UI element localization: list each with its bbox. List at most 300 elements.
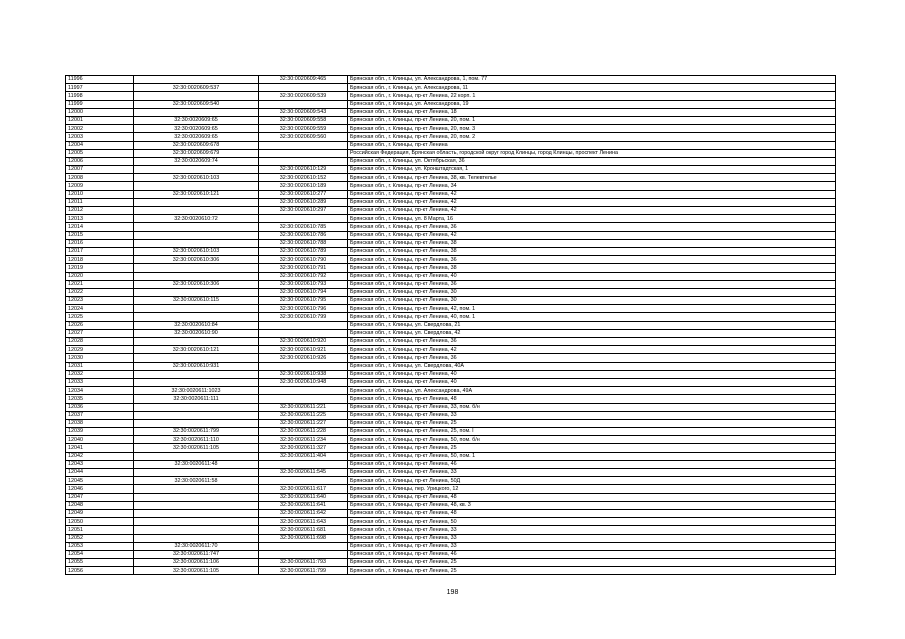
parcel-cadastral-number-cell — [134, 485, 259, 493]
row-number-cell: 12001 — [66, 116, 134, 124]
address-cell: Брянская обл., г. Клинцы, пр-кт Ленина, 25 — [348, 567, 836, 575]
table-row — [66, 501, 836, 509]
row-number-cell: 12032 — [66, 370, 134, 378]
building-cadastral-number-cell — [259, 477, 348, 485]
table-row — [66, 223, 836, 231]
parcel-cadastral-number-cell: 32:30:0020611:747 — [134, 550, 259, 558]
parcel-cadastral-number-cell — [134, 264, 259, 272]
row-number-cell: 12020 — [66, 272, 134, 280]
table-row — [66, 395, 836, 403]
table-row — [66, 509, 836, 517]
table-row — [66, 84, 836, 92]
address-cell: Брянская обл., г. Клинцы, пр-кт Ленина, 40, пом. 1 — [348, 313, 836, 321]
parcel-cadastral-number-cell — [134, 166, 259, 174]
table-row — [66, 452, 836, 460]
parcel-cadastral-number-cell — [134, 534, 259, 542]
building-cadastral-number-cell: 32:30:0020611:642 — [259, 509, 348, 517]
table-row — [66, 460, 836, 468]
parcel-cadastral-number-cell: 32:30:0020609:679 — [134, 149, 259, 157]
building-cadastral-number-cell: 32:30:0020610:129 — [259, 166, 348, 174]
parcel-cadastral-number-cell: 32:30:0020609:65 — [134, 133, 259, 141]
address-cell: Брянская обл., г. Клинцы, ул. Александрова, 11 — [348, 84, 836, 92]
address-cell: Брянская обл., г. Клинцы, пр-кт Ленина, 36 — [348, 338, 836, 346]
registry-table-container — [65, 75, 835, 575]
table-row — [66, 469, 836, 477]
building-cadastral-number-cell: 32:30:0020610:799 — [259, 313, 348, 321]
row-number-cell: 11998 — [66, 92, 134, 100]
parcel-cadastral-number-cell — [134, 378, 259, 386]
address-cell: Брянская обл., г. Клинцы, пр-кт Ленина, 20, пом. 3 — [348, 125, 836, 133]
row-number-cell: 12025 — [66, 313, 134, 321]
address-cell: Российская Федерация, Брянская область, городской округ город Клинцы, город Клинцы, проспект Ленина — [348, 149, 836, 157]
row-number-cell: 12022 — [66, 288, 134, 296]
row-number-cell: 12056 — [66, 567, 134, 575]
table-row — [66, 518, 836, 526]
parcel-cadastral-number-cell: 32:30:0020610:121 — [134, 190, 259, 198]
address-cell: Брянская обл., г. Клинцы, пр-кт Ленина, 38 — [348, 247, 836, 255]
table-row — [66, 370, 836, 378]
row-number-cell: 11996 — [66, 76, 134, 84]
table-row — [66, 264, 836, 272]
address-cell: Брянская обл., г. Клинцы, пр-кт Ленина, 36 — [348, 256, 836, 264]
table-row — [66, 76, 836, 84]
building-cadastral-number-cell: 32:30:0020611:227 — [259, 419, 348, 427]
table-row — [66, 411, 836, 419]
table-row — [66, 403, 836, 411]
parcel-cadastral-number-cell — [134, 207, 259, 215]
parcel-cadastral-number-cell: 32:30:0020610:306 — [134, 256, 259, 264]
address-cell: Брянская обл., г. Клинцы, пр-кт Ленина, 40 — [348, 378, 836, 386]
table-row — [66, 272, 836, 280]
table-row — [66, 526, 836, 534]
address-cell: Брянская обл., г. Клинцы, пр-кт Ленина, 50, пом. б/н — [348, 436, 836, 444]
building-cadastral-number-cell: 32:30:0020610:948 — [259, 378, 348, 386]
row-number-cell: 12029 — [66, 346, 134, 354]
address-cell: Брянская обл., г. Клинцы, пр-кт Ленина, 46 — [348, 460, 836, 468]
row-number-cell: 12019 — [66, 264, 134, 272]
address-cell: Брянская обл., г. Клинцы, пр-кт Ленина, 33 — [348, 534, 836, 542]
building-cadastral-number-cell: 32:30:0020611:225 — [259, 411, 348, 419]
building-cadastral-number-cell: 32:30:0020611:793 — [259, 559, 348, 567]
table-row — [66, 305, 836, 313]
parcel-cadastral-number-cell: 32:30:0020610:121 — [134, 346, 259, 354]
building-cadastral-number-cell — [259, 542, 348, 550]
building-cadastral-number-cell: 32:30:0020610:788 — [259, 239, 348, 247]
building-cadastral-number-cell: 32:30:0020611:404 — [259, 452, 348, 460]
building-cadastral-number-cell: 32:30:0020610:791 — [259, 264, 348, 272]
parcel-cadastral-number-cell: 32:30:0020611:58 — [134, 477, 259, 485]
parcel-cadastral-number-cell: 32:30:0020609:65 — [134, 116, 259, 124]
address-cell: Брянская обл., г. Клинцы, пр-кт Ленина, 42 — [348, 207, 836, 215]
building-cadastral-number-cell: 32:30:0020610:785 — [259, 223, 348, 231]
address-cell: Брянская обл., г. Клинцы, пр-кт Ленина, 48, кв. 3 — [348, 501, 836, 509]
table-row — [66, 231, 836, 239]
row-number-cell: 12046 — [66, 485, 134, 493]
row-number-cell: 12041 — [66, 444, 134, 452]
address-cell: Брянская обл., г. Клинцы, пр-кт Ленина, 50Д — [348, 477, 836, 485]
address-cell: Брянская обл., г. Клинцы, пр-кт Ленина, 48 — [348, 509, 836, 517]
table-row — [66, 354, 836, 362]
parcel-cadastral-number-cell: 32:30:0020610:931 — [134, 362, 259, 370]
building-cadastral-number-cell — [259, 362, 348, 370]
table-row — [66, 108, 836, 116]
address-cell: Брянская обл., г. Клинцы, пр-кт Ленина, 38 — [348, 239, 836, 247]
row-number-cell: 12004 — [66, 141, 134, 149]
building-cadastral-number-cell: 32:30:0020610:297 — [259, 207, 348, 215]
registry-table-body — [66, 76, 836, 575]
row-number-cell: 12044 — [66, 469, 134, 477]
address-cell: Брянская обл., г. Клинцы, пр-кт Ленина, 33 — [348, 526, 836, 534]
building-cadastral-number-cell: 32:30:0020610:796 — [259, 305, 348, 313]
table-row — [66, 280, 836, 288]
building-cadastral-number-cell — [259, 84, 348, 92]
parcel-cadastral-number-cell — [134, 272, 259, 280]
building-cadastral-number-cell — [259, 395, 348, 403]
building-cadastral-number-cell: 32:30:0020610:920 — [259, 338, 348, 346]
table-row — [66, 534, 836, 542]
address-cell: Брянская обл., г. Клинцы, пр-кт Ленина, 22 корп. 1 — [348, 92, 836, 100]
address-cell: Брянская обл., г. Клинцы, пр-кт Ленина, 36 — [348, 280, 836, 288]
building-cadastral-number-cell: 32:30:0020609:465 — [259, 76, 348, 84]
row-number-cell: 12014 — [66, 223, 134, 231]
row-number-cell: 12043 — [66, 460, 134, 468]
address-cell: Брянская обл., г. Клинцы, пр-кт Ленина, 46 — [348, 550, 836, 558]
parcel-cadastral-number-cell: 32:30:0020609:65 — [134, 125, 259, 133]
parcel-cadastral-number-cell — [134, 518, 259, 526]
page-number: 198 — [446, 589, 459, 596]
parcel-cadastral-number-cell — [134, 288, 259, 296]
building-cadastral-number-cell — [259, 387, 348, 395]
parcel-cadastral-number-cell: 32:30:0020611:105 — [134, 444, 259, 452]
parcel-cadastral-number-cell — [134, 231, 259, 239]
table-row — [66, 116, 836, 124]
address-cell: Брянская обл., г. Клинцы, пр-кт Ленина, 42 — [348, 198, 836, 206]
address-cell: Брянская обл., г. Клинцы, пр-кт Ленина, 33 — [348, 542, 836, 550]
building-cadastral-number-cell: 32:30:0020610:786 — [259, 231, 348, 239]
address-cell: Брянская обл., г. Клинцы, пр-кт Ленина, 33 — [348, 469, 836, 477]
building-cadastral-number-cell — [259, 321, 348, 329]
row-number-cell: 12011 — [66, 198, 134, 206]
address-cell: Брянская обл., г. Клинцы, пр-кт Ленина — [348, 141, 836, 149]
row-number-cell: 12049 — [66, 509, 134, 517]
address-cell: Брянская обл., г. Клинцы, ул. Свердлова, 40А — [348, 362, 836, 370]
row-number-cell: 12013 — [66, 215, 134, 223]
parcel-cadastral-number-cell — [134, 76, 259, 84]
building-cadastral-number-cell: 32:30:0020609:539 — [259, 92, 348, 100]
table-row — [66, 567, 836, 575]
address-cell: Брянская обл., г. Клинцы, пр-кт Ленина, 36 — [348, 354, 836, 362]
parcel-cadastral-number-cell — [134, 411, 259, 419]
table-row — [66, 419, 836, 427]
row-number-cell: 12045 — [66, 477, 134, 485]
parcel-cadastral-number-cell — [134, 239, 259, 247]
row-number-cell: 12023 — [66, 297, 134, 305]
address-cell: Брянская обл., г. Клинцы, пр-кт Ленина, 40 — [348, 370, 836, 378]
parcel-cadastral-number-cell: 32:30:0020610:72 — [134, 215, 259, 223]
building-cadastral-number-cell: 32:30:0020609:558 — [259, 116, 348, 124]
address-cell: Брянская обл., г. Клинцы, ул. Кронштадтская, 1 — [348, 166, 836, 174]
parcel-cadastral-number-cell: 32:30:0020611:111 — [134, 395, 259, 403]
parcel-cadastral-number-cell: 32:30:0020610:84 — [134, 321, 259, 329]
table-row — [66, 378, 836, 386]
parcel-cadastral-number-cell — [134, 469, 259, 477]
table-row — [66, 100, 836, 108]
address-cell: Брянская обл., г. Клинцы, пр-кт Ленина, 33, пом. б/н — [348, 403, 836, 411]
table-row — [66, 125, 836, 133]
row-number-cell: 12051 — [66, 526, 134, 534]
table-row — [66, 338, 836, 346]
address-cell: Брянская обл., г. Клинцы, пр-кт Ленина, 20, пом. 1 — [348, 116, 836, 124]
row-number-cell: 12009 — [66, 182, 134, 190]
parcel-cadastral-number-cell — [134, 403, 259, 411]
address-cell: Брянская обл., г. Клинцы, пр-кт Ленина, 30 — [348, 288, 836, 296]
row-number-cell: 12039 — [66, 428, 134, 436]
address-cell: Брянская обл., г. Клинцы, пр-кт Ленина, 34 — [348, 182, 836, 190]
row-number-cell: 12010 — [66, 190, 134, 198]
row-number-cell: 12015 — [66, 231, 134, 239]
table-row — [66, 477, 836, 485]
address-cell: Брянская обл., г. Клинцы, ул. Свердлова, 21 — [348, 321, 836, 329]
building-cadastral-number-cell: 32:30:0020610:789 — [259, 247, 348, 255]
table-row — [66, 321, 836, 329]
building-cadastral-number-cell: 32:30:0020610:938 — [259, 370, 348, 378]
row-number-cell: 12008 — [66, 174, 134, 182]
row-number-cell: 12036 — [66, 403, 134, 411]
building-cadastral-number-cell: 32:30:0020611:221 — [259, 403, 348, 411]
parcel-cadastral-number-cell — [134, 198, 259, 206]
address-cell: Брянская обл., г. Клинцы, пр-кт Ленина, 40 — [348, 272, 836, 280]
row-number-cell: 12040 — [66, 436, 134, 444]
table-row — [66, 444, 836, 452]
building-cadastral-number-cell — [259, 215, 348, 223]
building-cadastral-number-cell: 32:30:0020611:643 — [259, 518, 348, 526]
building-cadastral-number-cell — [259, 460, 348, 468]
row-number-cell: 12028 — [66, 338, 134, 346]
table-row — [66, 247, 836, 255]
building-cadastral-number-cell: 32:30:0020609:543 — [259, 108, 348, 116]
address-cell: Брянская обл., г. Клинцы, пр-кт Ленина, 48 — [348, 493, 836, 501]
building-cadastral-number-cell — [259, 550, 348, 558]
address-cell: Брянская обл., г. Клинцы, пр-кт Ленина, 48 — [348, 395, 836, 403]
address-cell: Брянская обл., г. Клинцы, пр-кт Ленина, 20, пом. 2 — [348, 133, 836, 141]
table-row — [66, 157, 836, 165]
table-row — [66, 166, 836, 174]
table-row — [66, 297, 836, 305]
row-number-cell: 12006 — [66, 157, 134, 165]
address-cell: Брянская обл., г. Клинцы, пр-кт Ленина, 36 — [348, 223, 836, 231]
building-cadastral-number-cell: 32:30:0020611:545 — [259, 469, 348, 477]
building-cadastral-number-cell: 32:30:0020611:327 — [259, 444, 348, 452]
address-cell: Брянская обл., г. Клинцы, пр-кт Ленина, 30 — [348, 297, 836, 305]
row-number-cell: 12030 — [66, 354, 134, 362]
table-row — [66, 174, 836, 182]
building-cadastral-number-cell: 32:30:0020610:794 — [259, 288, 348, 296]
building-cadastral-number-cell — [259, 157, 348, 165]
row-number-cell: 12035 — [66, 395, 134, 403]
parcel-cadastral-number-cell: 32:30:0020611:1023 — [134, 387, 259, 395]
row-number-cell: 12016 — [66, 239, 134, 247]
row-number-cell: 12002 — [66, 125, 134, 133]
address-cell: Брянская обл., г. Клинцы, пр-кт Ленина, 18 — [348, 108, 836, 116]
address-cell: Брянская обл., г. Клинцы, пр-кт Ленина, 38 — [348, 264, 836, 272]
building-cadastral-number-cell: 32:30:0020610:790 — [259, 256, 348, 264]
address-cell: Брянская обл., г. Клинцы, ул. 8 Марта, 16 — [348, 215, 836, 223]
table-row — [66, 346, 836, 354]
table-row — [66, 215, 836, 223]
row-number-cell: 11997 — [66, 84, 134, 92]
building-cadastral-number-cell: 32:30:0020609:560 — [259, 133, 348, 141]
address-cell: Брянская обл., г. Клинцы, ул. Октябрьская, 36 — [348, 157, 836, 165]
parcel-cadastral-number-cell: 32:30:0020611:70 — [134, 542, 259, 550]
row-number-cell: 12021 — [66, 280, 134, 288]
building-cadastral-number-cell: 32:30:0020610:189 — [259, 182, 348, 190]
parcel-cadastral-number-cell — [134, 526, 259, 534]
address-cell: Брянская обл., г. Клинцы, пр-кт Ленина, 42 — [348, 190, 836, 198]
row-number-cell: 12038 — [66, 419, 134, 427]
building-cadastral-number-cell: 32:30:0020611:228 — [259, 428, 348, 436]
row-number-cell: 12033 — [66, 378, 134, 386]
table-row — [66, 362, 836, 370]
parcel-cadastral-number-cell: 32:30:0020609:678 — [134, 141, 259, 149]
parcel-cadastral-number-cell — [134, 493, 259, 501]
building-cadastral-number-cell: 32:30:0020610:795 — [259, 297, 348, 305]
parcel-cadastral-number-cell — [134, 313, 259, 321]
address-cell: Брянская обл., г. Клинцы, пр-кт Ленина, 25 — [348, 444, 836, 452]
parcel-cadastral-number-cell: 32:30:0020611:105 — [134, 567, 259, 575]
row-number-cell: 12042 — [66, 452, 134, 460]
parcel-cadastral-number-cell: 32:30:0020610:306 — [134, 280, 259, 288]
parcel-cadastral-number-cell — [134, 338, 259, 346]
building-cadastral-number-cell: 32:30:0020610:792 — [259, 272, 348, 280]
row-number-cell: 12017 — [66, 247, 134, 255]
building-cadastral-number-cell: 32:30:0020611:234 — [259, 436, 348, 444]
parcel-cadastral-number-cell: 32:30:0020610:103 — [134, 247, 259, 255]
row-number-cell: 12026 — [66, 321, 134, 329]
table-row — [66, 387, 836, 395]
parcel-cadastral-number-cell: 32:30:0020611:106 — [134, 559, 259, 567]
parcel-cadastral-number-cell — [134, 370, 259, 378]
table-row — [66, 133, 836, 141]
row-number-cell: 12000 — [66, 108, 134, 116]
address-cell: Брянская обл., г. Клинцы, ул. Александрова, 49А — [348, 387, 836, 395]
parcel-cadastral-number-cell — [134, 182, 259, 190]
table-row — [66, 92, 836, 100]
table-row — [66, 190, 836, 198]
parcel-cadastral-number-cell: 32:30:0020610:103 — [134, 174, 259, 182]
row-number-cell: 12024 — [66, 305, 134, 313]
row-number-cell: 12053 — [66, 542, 134, 550]
row-number-cell: 12055 — [66, 559, 134, 567]
parcel-cadastral-number-cell — [134, 354, 259, 362]
table-row — [66, 329, 836, 337]
table-row — [66, 550, 836, 558]
building-cadastral-number-cell: 32:30:0020610:921 — [259, 346, 348, 354]
table-row — [66, 182, 836, 190]
table-row — [66, 288, 836, 296]
parcel-cadastral-number-cell: 32:30:0020611:110 — [134, 436, 259, 444]
parcel-cadastral-number-cell: 32:30:0020610:90 — [134, 329, 259, 337]
table-row — [66, 198, 836, 206]
row-number-cell: 12050 — [66, 518, 134, 526]
parcel-cadastral-number-cell — [134, 419, 259, 427]
building-cadastral-number-cell: 32:30:0020611:617 — [259, 485, 348, 493]
address-cell: Брянская обл., г. Клинцы, пр-кт Ленина, 25, пом. I — [348, 428, 836, 436]
row-number-cell: 12005 — [66, 149, 134, 157]
table-row — [66, 313, 836, 321]
parcel-cadastral-number-cell — [134, 223, 259, 231]
row-number-cell: 12052 — [66, 534, 134, 542]
building-cadastral-number-cell: 32:30:0020610:926 — [259, 354, 348, 362]
table-row — [66, 485, 836, 493]
address-cell: Брянская обл., г. Клинцы, пр-кт Ленина, 25 — [348, 419, 836, 427]
building-cadastral-number-cell: 32:30:0020610:289 — [259, 198, 348, 206]
parcel-cadastral-number-cell: 32:30:0020611:48 — [134, 460, 259, 468]
parcel-cadastral-number-cell — [134, 509, 259, 517]
row-number-cell: 12037 — [66, 411, 134, 419]
row-number-cell: 12031 — [66, 362, 134, 370]
address-cell: Брянская обл., г. Клинцы, пр-кт Ленина, 38, кв. Телевтелье — [348, 174, 836, 182]
row-number-cell: 12048 — [66, 501, 134, 509]
table-row — [66, 256, 836, 264]
building-cadastral-number-cell: 32:30:0020610:793 — [259, 280, 348, 288]
building-cadastral-number-cell: 32:30:0020610:277 — [259, 190, 348, 198]
building-cadastral-number-cell: 32:30:0020611:698 — [259, 534, 348, 542]
row-number-cell: 12034 — [66, 387, 134, 395]
table-row — [66, 436, 836, 444]
parcel-cadastral-number-cell: 32:30:0020609:540 — [134, 100, 259, 108]
table-row — [66, 207, 836, 215]
row-number-cell: 12047 — [66, 493, 134, 501]
building-cadastral-number-cell: 32:30:0020611:681 — [259, 526, 348, 534]
building-cadastral-number-cell — [259, 149, 348, 157]
table-row — [66, 428, 836, 436]
parcel-cadastral-number-cell: 32:30:0020609:74 — [134, 157, 259, 165]
parcel-cadastral-number-cell — [134, 452, 259, 460]
table-row — [66, 493, 836, 501]
parcel-cadastral-number-cell — [134, 92, 259, 100]
table-row — [66, 542, 836, 550]
building-cadastral-number-cell — [259, 329, 348, 337]
row-number-cell: 11999 — [66, 100, 134, 108]
building-cadastral-number-cell: 32:30:0020611:641 — [259, 501, 348, 509]
address-cell: Брянская обл., г. Клинцы, пр-кт Ленина, 50, пом. 1 — [348, 452, 836, 460]
address-cell: Брянская обл., г. Клинцы, ул. Александрова, 1, пом. 77 — [348, 76, 836, 84]
address-cell: Брянская обл., г. Клинцы, пр-кт Ленина, 42, пом. 1 — [348, 305, 836, 313]
address-cell: Брянская обл., г. Клинцы, ул. Свердлова, 42 — [348, 329, 836, 337]
building-cadastral-number-cell: 32:30:0020611:640 — [259, 493, 348, 501]
parcel-cadastral-number-cell — [134, 305, 259, 313]
table-row — [66, 141, 836, 149]
address-cell: Брянская обл., г. Клинцы, пр-кт Ленина, 25 — [348, 559, 836, 567]
row-number-cell: 12018 — [66, 256, 134, 264]
building-cadastral-number-cell: 32:30:0020611:799 — [259, 567, 348, 575]
row-number-cell: 12012 — [66, 207, 134, 215]
row-number-cell: 12007 — [66, 166, 134, 174]
parcel-cadastral-number-cell: 32:30:0020610:115 — [134, 297, 259, 305]
parcel-cadastral-number-cell: 32:30:0020611:799 — [134, 428, 259, 436]
address-cell: Брянская обл., г. Клинцы, пер. Урицкого, 12 — [348, 485, 836, 493]
address-cell: Брянская обл., г. Клинцы, пр-кт Ленина, 42 — [348, 346, 836, 354]
address-cell: Брянская обл., г. Клинцы, пр-кт Ленина, 42 — [348, 231, 836, 239]
building-cadastral-number-cell — [259, 100, 348, 108]
table-row — [66, 149, 836, 157]
building-cadastral-number-cell: 32:30:0020610:152 — [259, 174, 348, 182]
address-cell: Брянская обл., г. Клинцы, пр-кт Ленина, 50 — [348, 518, 836, 526]
row-number-cell: 12054 — [66, 550, 134, 558]
building-cadastral-number-cell: 32:30:0020609:559 — [259, 125, 348, 133]
table-row — [66, 239, 836, 247]
building-cadastral-number-cell — [259, 141, 348, 149]
